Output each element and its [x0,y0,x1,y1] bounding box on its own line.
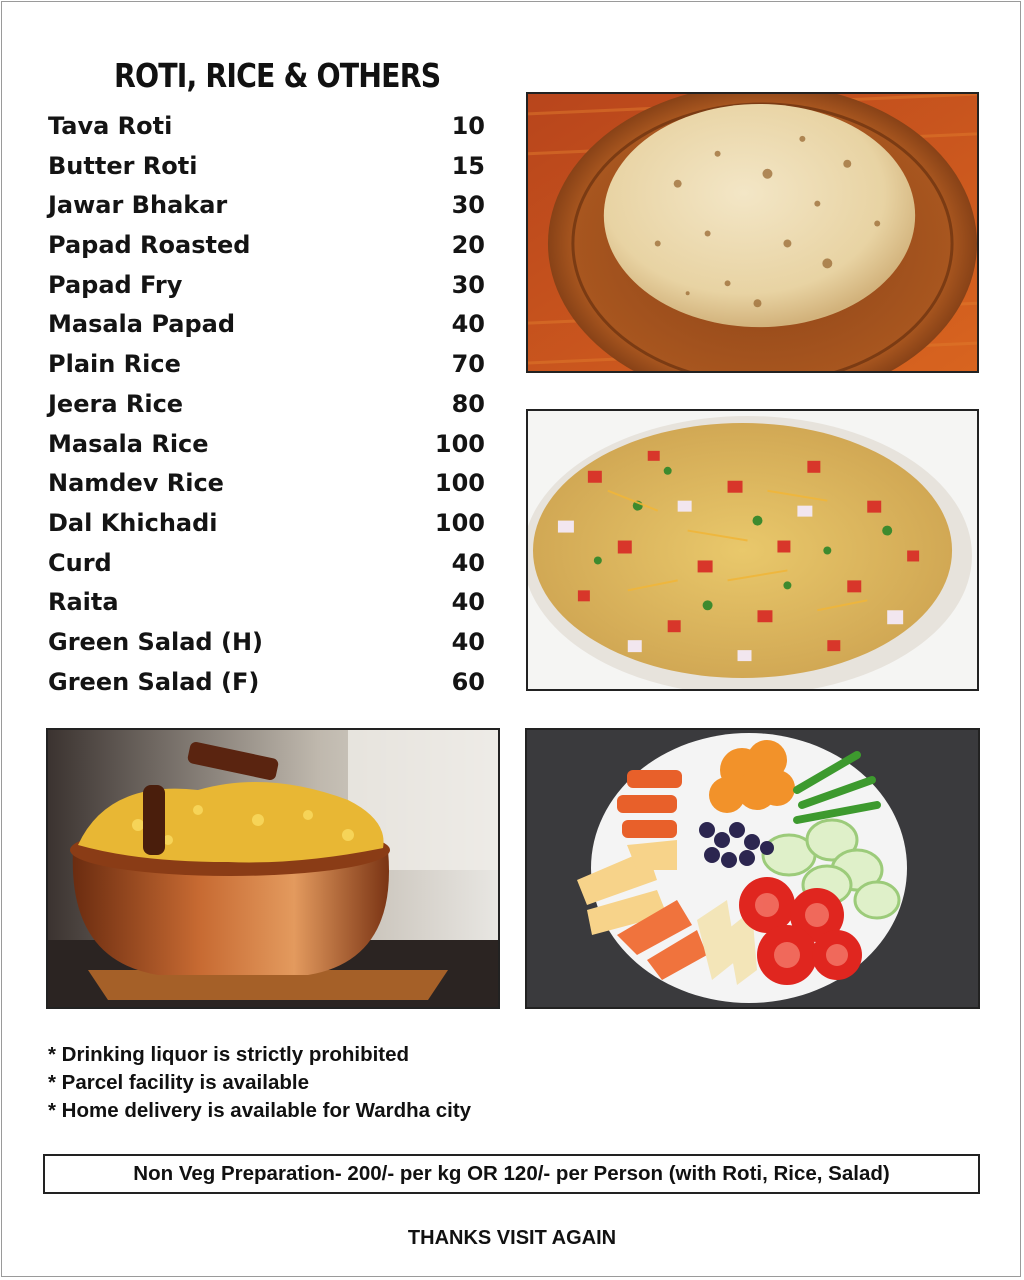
menu-item-name: Curd [48,548,112,577]
menu-list [48,108,488,703]
menu-item [48,227,488,267]
menu-item-name: Plain Rice [48,350,181,379]
menu-item [48,426,488,466]
non-veg-preparation-box: Non Veg Preparation- 200/- per kg OR 120/- per Person (with Roti, Rice, Salad) [43,1154,980,1194]
menu-item-price: 15 [451,151,485,180]
menu-item-name: Namdev Rice [48,469,224,498]
menu-item [48,664,488,704]
menu-item-price: 60 [451,667,485,696]
menu-item-price: 30 [451,270,485,299]
menu-item [48,306,488,346]
menu-item-price: 40 [451,627,485,656]
menu-item-name: Jawar Bhakar [48,191,228,220]
menu-item-name: Jeera Rice [48,389,184,418]
menu-item-name: Papad Fry [48,270,183,299]
section-title: ROTI, RICE & OTHERS [114,56,441,95]
notes-list [48,1041,471,1125]
menu-item-price: 100 [434,508,485,537]
menu-item-price: 40 [451,310,485,339]
menu-item-name: Papad Roasted [48,231,251,260]
menu-item-price: 10 [451,112,485,140]
menu-item [48,148,488,188]
menu-item [48,584,488,624]
menu-item-name: Butter Roti [48,151,198,180]
note-parcel: * Parcel facility is available [48,1071,309,1094]
menu-item [48,465,488,505]
menu-item-name: Green Salad (H) [48,627,263,656]
note-home-delivery: * Home delivery is available for Wardha city [48,1099,472,1122]
menu-item-price: 80 [451,389,485,418]
note-liquor: * Drinking liquor is strictly prohibited [48,1043,410,1066]
menu-item [48,545,488,585]
menu-item-price: 20 [451,231,485,260]
menu-item-price: 40 [451,588,485,617]
menu-item [48,346,488,386]
menu-item [48,267,488,307]
menu-item [48,505,488,545]
menu-item [48,624,488,664]
menu-item-name: Raita [48,588,119,617]
menu-item [48,187,488,227]
green-salad-photo [525,728,980,1009]
menu-item-name: Dal Khichadi [48,508,218,537]
footer-thanks: THANKS VISIT AGAIN [407,1227,617,1249]
menu-item-name: Green Salad (F) [48,667,260,696]
menu-item-price: 100 [434,469,485,498]
menu-item-name: Masala Papad [48,310,236,339]
menu-item [48,108,488,148]
menu-item-price: 30 [451,191,485,220]
menu-item-name: Masala Rice [48,429,209,458]
rice-handi-photo [46,728,500,1009]
menu-item-price: 40 [451,548,485,577]
menu-item-price: 70 [451,350,485,379]
menu-item [48,386,488,426]
menu-item-price: 100 [434,429,485,458]
masala-papad-photo [526,409,979,691]
roti-photo [526,92,979,373]
menu-item-name: Tava Roti [48,112,173,140]
